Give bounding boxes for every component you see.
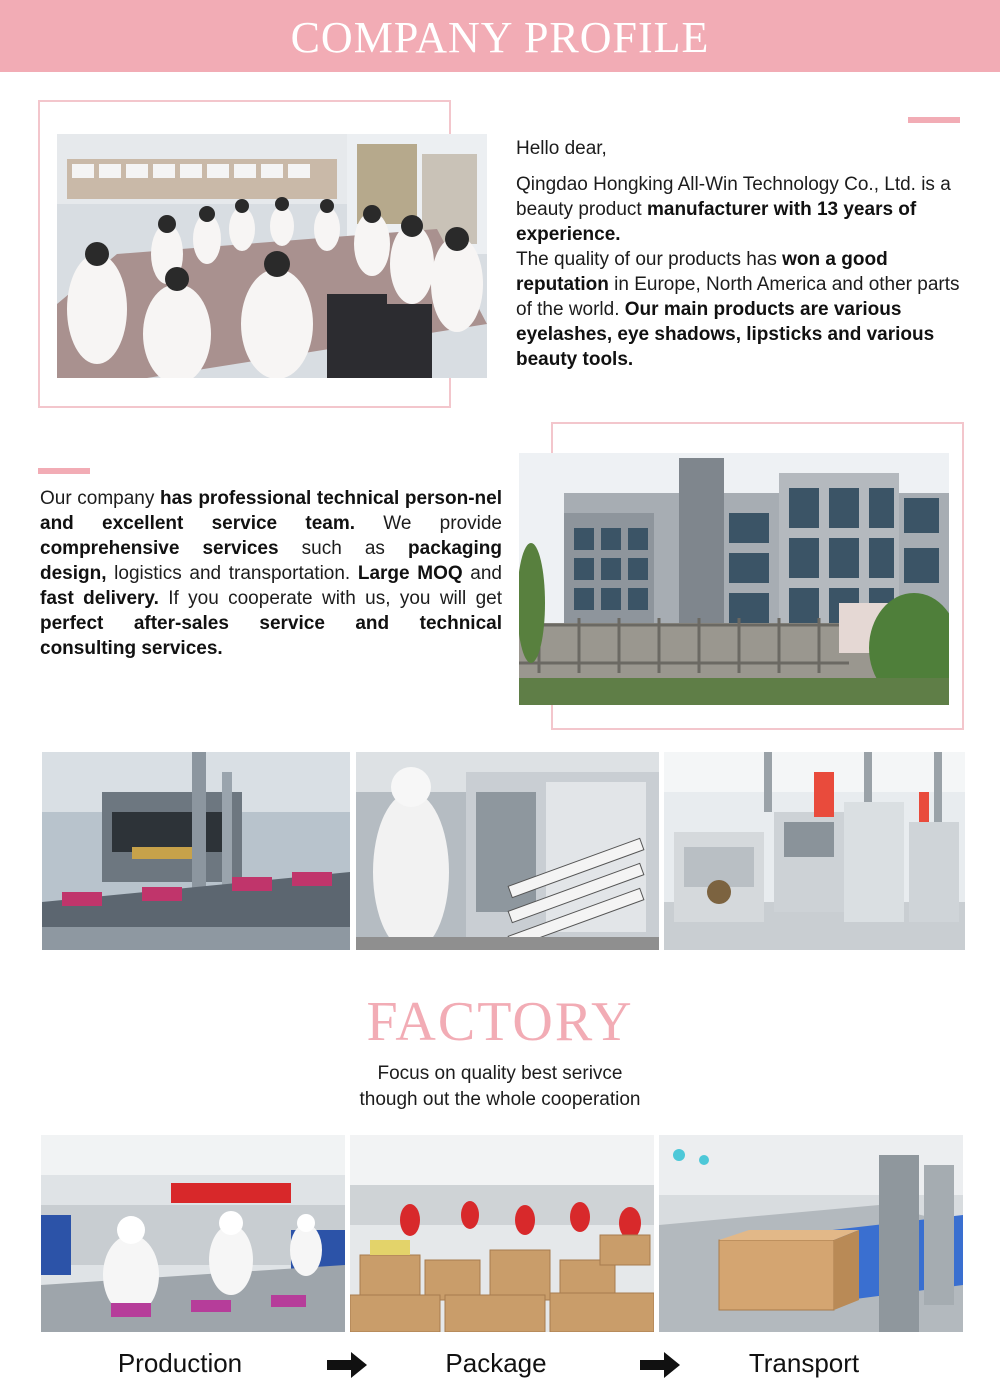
production-photo bbox=[41, 1135, 345, 1332]
page-title: COMPANY PROFILE bbox=[290, 13, 710, 62]
factory-subtitle-line-2: though out the whole cooperation bbox=[359, 1089, 641, 1110]
emphasis-text: has professional technical person-nel and excellent service team. bbox=[40, 488, 502, 534]
emphasis-text: fast delivery. bbox=[40, 588, 159, 609]
body-text: logistics and transportation. bbox=[106, 563, 358, 584]
arrow-right-icon bbox=[327, 1352, 367, 1378]
arrow-right-icon bbox=[640, 1352, 680, 1378]
factory-title: FACTORY bbox=[366, 991, 634, 1053]
factory-subtitle-line-1: Focus on quality best serivce bbox=[377, 1063, 623, 1084]
package-photo bbox=[350, 1135, 654, 1332]
body-text: such as bbox=[278, 538, 409, 559]
accent-bar-right bbox=[908, 117, 960, 123]
process-step-transport: Transport bbox=[748, 1348, 860, 1378]
transport-photo bbox=[659, 1135, 963, 1332]
intro-text bbox=[516, 136, 976, 372]
process-step-package: Package bbox=[445, 1348, 547, 1378]
company-building-photo bbox=[519, 453, 949, 705]
service-paragraph bbox=[40, 486, 502, 661]
emphasis-text: Our main products are various eyelashes, eye shadows, lipsticks and various beauty tools. bbox=[516, 299, 935, 370]
emphasis-text: Large MOQ bbox=[357, 563, 463, 584]
workshop-photo-assembly-line bbox=[664, 752, 965, 950]
service-text bbox=[40, 486, 502, 661]
emphasis-text: perfect after-sales service and technical consulting services. bbox=[40, 613, 502, 659]
factory-subtitle bbox=[0, 1061, 1000, 1113]
header-banner bbox=[0, 0, 1000, 72]
emphasis-text: packaging design, bbox=[40, 538, 502, 584]
emphasis-text: manufacturer with 13 years of experience. bbox=[516, 199, 917, 245]
body-text: If you cooperate with us, you will get bbox=[158, 588, 502, 609]
body-text: Our company bbox=[40, 488, 160, 509]
body-text: The quality of our products has bbox=[516, 249, 783, 270]
body-text: We provide bbox=[355, 513, 502, 534]
office-meeting-photo bbox=[57, 134, 487, 378]
body-text: in Europe, North America and other parts of the world. bbox=[516, 274, 960, 320]
intro-paragraph-1 bbox=[516, 172, 976, 247]
workshop-photo-sealing-machine bbox=[42, 752, 350, 950]
body-text: Qingdao Hongking All-Win Technology Co., Ltd. is a beauty product bbox=[516, 174, 951, 220]
body-text: and bbox=[462, 563, 502, 584]
process-step-production: Production bbox=[117, 1348, 243, 1378]
accent-bar-left bbox=[38, 468, 90, 474]
intro-paragraph-2 bbox=[516, 247, 976, 372]
emphasis-text: comprehensive services bbox=[40, 538, 279, 559]
emphasis-text: won a good reputation bbox=[516, 249, 888, 295]
intro-greeting: Hello dear, bbox=[516, 138, 607, 159]
workshop-photo-worker-machine bbox=[356, 752, 659, 950]
